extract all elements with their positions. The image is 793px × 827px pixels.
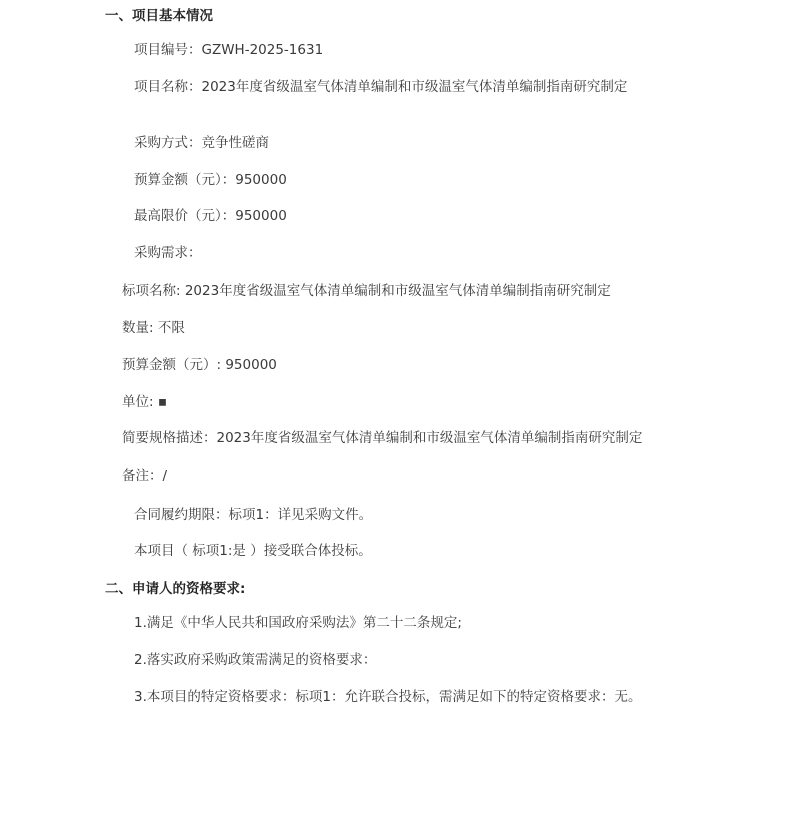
unit: 单位: ▪ — [122, 394, 167, 410]
contract-term: 合同履约期限：标项1：详见采购文件。 — [134, 507, 373, 523]
qualification-item-3: 3.本项目的特定资格要求：标项1：允许联合投标，需满足如下的特定资格要求：无。 — [134, 689, 642, 705]
qualification-item-2: 2.落实政府采购政策需满足的资格要求： — [134, 652, 377, 668]
max-price: 最高限价（元）：950000 — [134, 208, 287, 224]
lot-name: 标项名称: 2023年度省级温室气体清单编制和市级温室气体清单编制指南研究制定 — [122, 283, 611, 299]
section-heading-basic-info: 一、项目基本情况 — [105, 8, 213, 24]
qualification-item-1: 1.满足《中华人民共和国政府采购法》第二十二条规定; — [134, 615, 462, 631]
budget-amount: 预算金额（元）：950000 — [134, 172, 287, 188]
quantity: 数量: 不限 — [122, 320, 185, 336]
consortium-bid: 本项目（ 标项1:是 ）接受联合体投标。 — [134, 543, 372, 559]
project-name: 项目名称：2023年度省级温室气体清单编制和市级温室气体清单编制指南研究制定 — [134, 79, 628, 95]
spec-description: 简要规格描述：2023年度省级温室气体清单编制和市级温室气体清单编制指南研究制定 — [122, 430, 643, 446]
lot-budget: 预算金额（元）: 950000 — [122, 357, 277, 373]
project-number: 项目编号：GZWH-2025-1631 — [134, 42, 324, 58]
remark: 备注：/ — [122, 468, 168, 484]
section-heading-qualification: 二、申请人的资格要求: — [105, 581, 246, 597]
procurement-requirement: 采购需求： — [134, 245, 202, 261]
procurement-method: 采购方式：竞争性磋商 — [134, 135, 269, 151]
